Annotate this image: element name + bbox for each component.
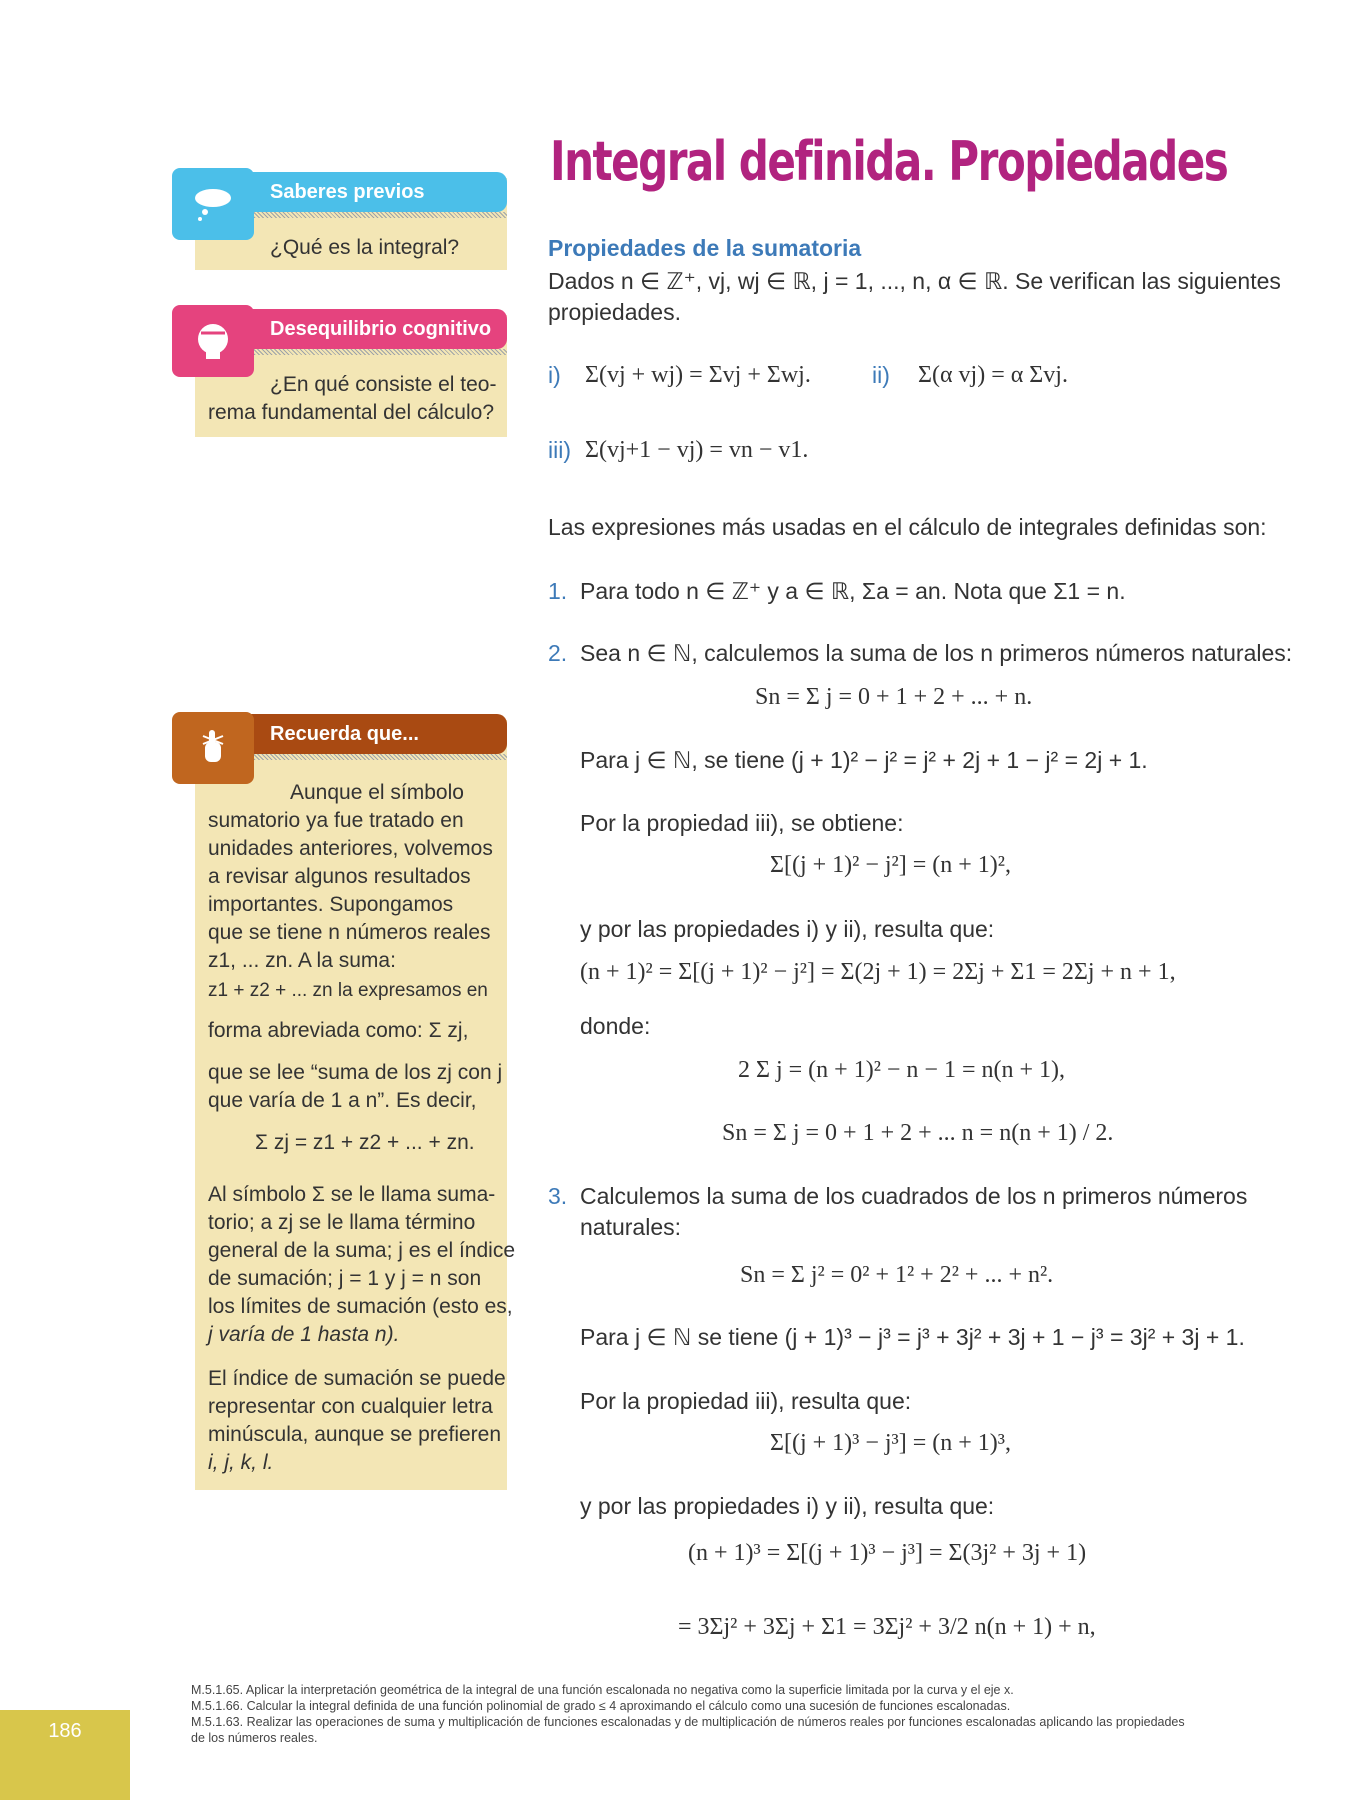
donde-formula-1: 2 Σ j = (n + 1)² − n − 1 = n(n + 1),	[738, 1057, 1066, 1083]
expansion-formula-2b: = 3Σj² + 3Σj + Σ1 = 3Σj² + 3/2 n(n + 1) + n,	[678, 1614, 1096, 1640]
recuerda-line-5: que se tiene n números reales	[208, 921, 491, 944]
footnotes	[191, 1682, 1191, 1746]
por-propiedad-text-1: Por la propiedad iii), se obtiene:	[580, 810, 904, 836]
recuerda-line-17: j varía de 1 hasta n).	[208, 1323, 400, 1346]
head-icon	[172, 305, 254, 377]
telescoping-formula-1: Σ[(j + 1)² − j²] = (n + 1)²,	[770, 852, 1011, 878]
desequilibrio-line2: rema fundamental del cálculo?	[208, 401, 495, 424]
recuerda-line-18: El índice de sumación se puede	[208, 1367, 506, 1390]
item1-number: 1.	[548, 578, 568, 604]
expansion-formula-2a: (n + 1)³ = Σ[(j + 1)³ − j³] = Σ(3j² + 3j + 1)	[688, 1540, 1087, 1566]
item3-number: 3.	[548, 1183, 568, 1209]
page-title: Integral definida. Propiedades	[550, 130, 1228, 193]
intro-line1: Dados n ∈ ℤ⁺, vj, wj ∈ ℝ, j = 1, ..., n, α ∈ ℝ. Se verifican las siguientes	[548, 268, 1281, 294]
recuerda-line-7: z1 + z2 + ... zn la expresamos en	[208, 980, 488, 1001]
expresiones-text: Las expresiones más usadas en el cálculo de integrales definidas son:	[548, 514, 1267, 540]
item2-text: Sea n ∈ ℕ, calculemos la suma de los n primeros números naturales:	[580, 640, 1293, 666]
prop-iii-formula: Σ(vj+1 − vj) = vn − v1.	[585, 437, 809, 463]
subheading: Propiedades de la sumatoria	[548, 235, 862, 261]
finger-ribbon-icon	[172, 712, 254, 784]
item1-text: Para todo n ∈ ℤ⁺ y a ∈ ℝ, Σa = an. Nota que Σ1 = n.	[580, 578, 1126, 604]
saberes-title: Saberes previos	[270, 181, 425, 203]
para-j-text-1: Para j ∈ ℕ, se tiene (j + 1)² − j² = j² + 2j + 1 − j² = 2j + 1.	[580, 747, 1148, 773]
recuerda-line-20: minúscula, aunque se prefieren	[208, 1423, 502, 1446]
recuerda-line-2: unidades anteriores, volvemos	[208, 837, 493, 860]
prop-i-label: i)	[548, 362, 561, 388]
sum-naturals-formula: Sn = Σ j = 0 + 1 + 2 + ... + n.	[755, 684, 1033, 710]
recuerda-line-4: importantes. Supongamos	[208, 893, 454, 916]
y-por-propiedades-text-1: y por las propiedades i) y ii), resulta que:	[580, 916, 995, 942]
page-number: 186	[48, 1720, 82, 1742]
recuerda-line-9: que se lee “suma de los zj con j	[208, 1061, 503, 1084]
donde-formula-2: Sn = Σ j = 0 + 1 + 2 + ... n = n(n + 1) / 2.	[722, 1120, 1114, 1146]
para-j-text-2: Para j ∈ ℕ se tiene (j + 1)³ − j³ = j³ + 3j² + 3j + 1 − j³ = 3j² + 3j + 1.	[580, 1324, 1245, 1350]
prop-i-formula: Σ(vj + wj) = Σvj + Σwj.	[585, 362, 811, 388]
intro-line2: propiedades.	[548, 299, 681, 325]
recuerda-line-1: sumatorio ya fue tratado en	[208, 809, 464, 832]
sum-squares-formula: Sn = Σ j² = 0² + 1² + 2² + ... + n².	[740, 1262, 1054, 1288]
recuerda-line-16: los límites de sumación (esto es,	[208, 1295, 513, 1318]
desequilibrio-title: Desequilibrio cognitivo	[270, 318, 492, 340]
recuerda-line-14: general de la suma; j es el índice	[208, 1239, 516, 1262]
recuerda-line-0: Aunque el símbolo	[290, 781, 464, 804]
recuerda-line-13: torio; a zj se le llama término	[208, 1211, 476, 1234]
recuerda-line-21: i, j, k, l.	[208, 1451, 274, 1474]
recuerda-line-3: a revisar algunos resultados	[208, 865, 471, 888]
prop-ii-label: ii)	[872, 362, 890, 388]
item3-text-line1: Calculemos la suma de los cuadrados de los n primeros números	[580, 1183, 1248, 1209]
desequilibrio-line1: ¿En qué consiste el teo-	[270, 373, 497, 396]
recuerda-line-10: que varía de 1 a n”. Es decir,	[208, 1089, 477, 1112]
item2-number: 2.	[548, 640, 568, 666]
footnote-2: M.5.1.66. Calcular la integral definida de una función polinomial de grado ≤ 4 aproximando el cálculo como una sucesión de funciones escalonadas.	[191, 1699, 1011, 1713]
donde-text: donde:	[580, 1013, 651, 1039]
saberes-question: ¿Qué es la integral?	[270, 236, 460, 259]
recuerda-line-8: forma abreviada como: Σ zj,	[208, 1019, 469, 1042]
expansion-formula-1: (n + 1)² = Σ[(j + 1)² − j²] = Σ(2j + 1) = 2Σj + Σ1 = 2Σj + n + 1,	[580, 959, 1176, 985]
recuerda-line-19: representar con cualquier letra	[208, 1395, 493, 1418]
recuerda-line-11: Σ zj = z1 + z2 + ... + zn.	[255, 1131, 475, 1154]
footnote-3: M.5.1.63. Realizar las operaciones de suma y multiplicación de funciones escalonadas y de multiplicación de números reales por funciones escalonadas aplicando las propiedades de los números reales.	[191, 1715, 1185, 1745]
recuerda-line-15: de sumación; j = 1 y j = n son	[208, 1267, 482, 1290]
por-propiedad-text-2: Por la propiedad iii), resulta que:	[580, 1388, 912, 1414]
recuerda-title: Recuerda que...	[270, 723, 419, 745]
y-por-propiedades-text-2: y por las propiedades i) y ii), resulta que:	[580, 1493, 995, 1519]
footnote-1: M.5.1.65. Aplicar la interpretación geométrica de la integral de una función escalonada no negativa como la superficie limitada por la curva y el eje x.	[191, 1683, 1014, 1697]
prop-iii-label: iii)	[548, 437, 571, 463]
telescoping-formula-2: Σ[(j + 1)³ − j³] = (n + 1)³,	[770, 1430, 1011, 1456]
item3-text-line2: naturales:	[580, 1214, 682, 1240]
recuerda-line-6: z1, ... zn. A la suma:	[208, 949, 396, 972]
prop-ii-formula: Σ(α vj) = α Σvj.	[918, 362, 1068, 388]
recuerda-line-12: Al símbolo Σ se le llama suma-	[208, 1183, 496, 1206]
thought-cloud-icon	[172, 168, 254, 240]
